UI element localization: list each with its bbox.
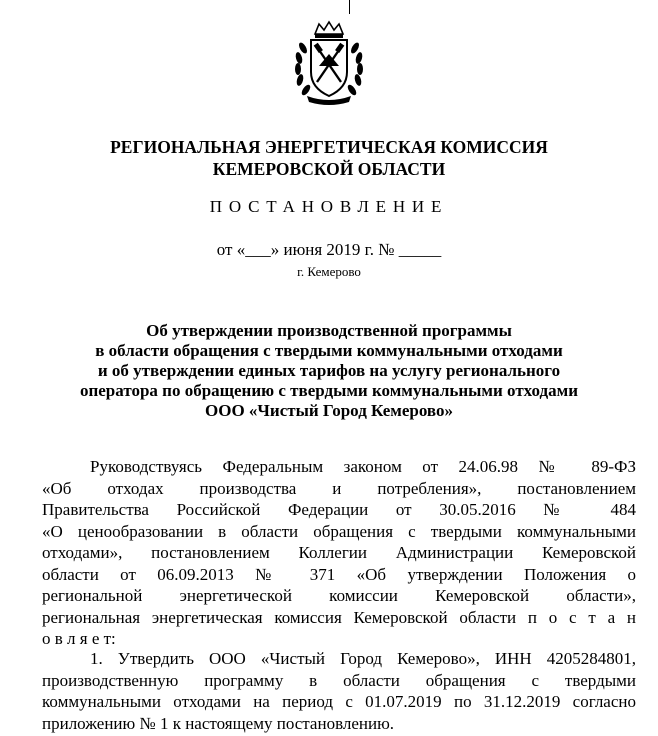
coat-of-arms-icon xyxy=(289,20,369,106)
clause-line: коммунальными отходами на период с 01.07.2019 по 31.12.2019 согласно xyxy=(42,692,636,711)
document-subject xyxy=(0,321,658,421)
org-line-2: КЕМЕРОВСКОЙ ОБЛАСТИ xyxy=(212,159,446,179)
preamble-paragraph xyxy=(42,456,636,650)
clause-line: 1. Утвердить ООО «Чистый Город Кемерово», ИНН 4205284801, xyxy=(90,649,636,668)
city-name: г. Кемерово xyxy=(297,264,361,279)
date-number-line: от «___» июня 2019 г. № _____ xyxy=(216,240,442,259)
subject-line-4: оператора по обращению с твердыми коммунальными отходами xyxy=(79,381,579,400)
subject-line-2: в области обращения с твердыми коммунальными отходами xyxy=(95,341,563,360)
preamble-line: «О ценообразовании в области обращения с твердыми коммунальными xyxy=(42,521,636,541)
preamble-line: о в л я е т: xyxy=(42,629,116,648)
preamble-line: «Об отходах производства и потребления», постановлением xyxy=(42,478,636,498)
subject-line-5: ООО «Чистый Город Кемерово» xyxy=(205,401,453,420)
preamble-line: Руководствуясь Федеральным законом от 24.06.98 № 89-ФЗ xyxy=(90,457,636,476)
document-type: ПОСТАНОВЛЕНИЕ xyxy=(209,197,449,216)
preamble-line: региональной энергетической комиссии Кемеровской области», xyxy=(42,586,636,605)
subject-line-3: и об утверждении единых тарифов на услугу регионального xyxy=(97,361,561,380)
organization-name xyxy=(0,136,658,180)
preamble-line: области от 06.09.2013 № 371 «Об утверждении Положения о xyxy=(42,564,636,584)
preamble-line: отходами», постановлением Коллегии Администрации Кемеровской xyxy=(42,543,636,562)
org-line-1: РЕГИОНАЛЬНАЯ ЭНЕРГЕТИЧЕСКАЯ КОМИССИЯ xyxy=(110,137,548,157)
clause-1-paragraph xyxy=(42,648,636,734)
top-divider-line xyxy=(349,0,350,14)
preamble-line: региональная энергетическая комиссия Кемеровской области п о с т а н xyxy=(42,607,636,627)
preamble-line: Правительства Российской Федерации от 30.05.2016 № 484 xyxy=(42,500,636,519)
clause-line: производственную программу в области обращения с твердыми xyxy=(42,670,636,690)
subject-line-1: Об утверждении производственной программы xyxy=(146,321,512,340)
clause-line: приложению № 1 к настоящему постановлению. xyxy=(42,713,395,733)
